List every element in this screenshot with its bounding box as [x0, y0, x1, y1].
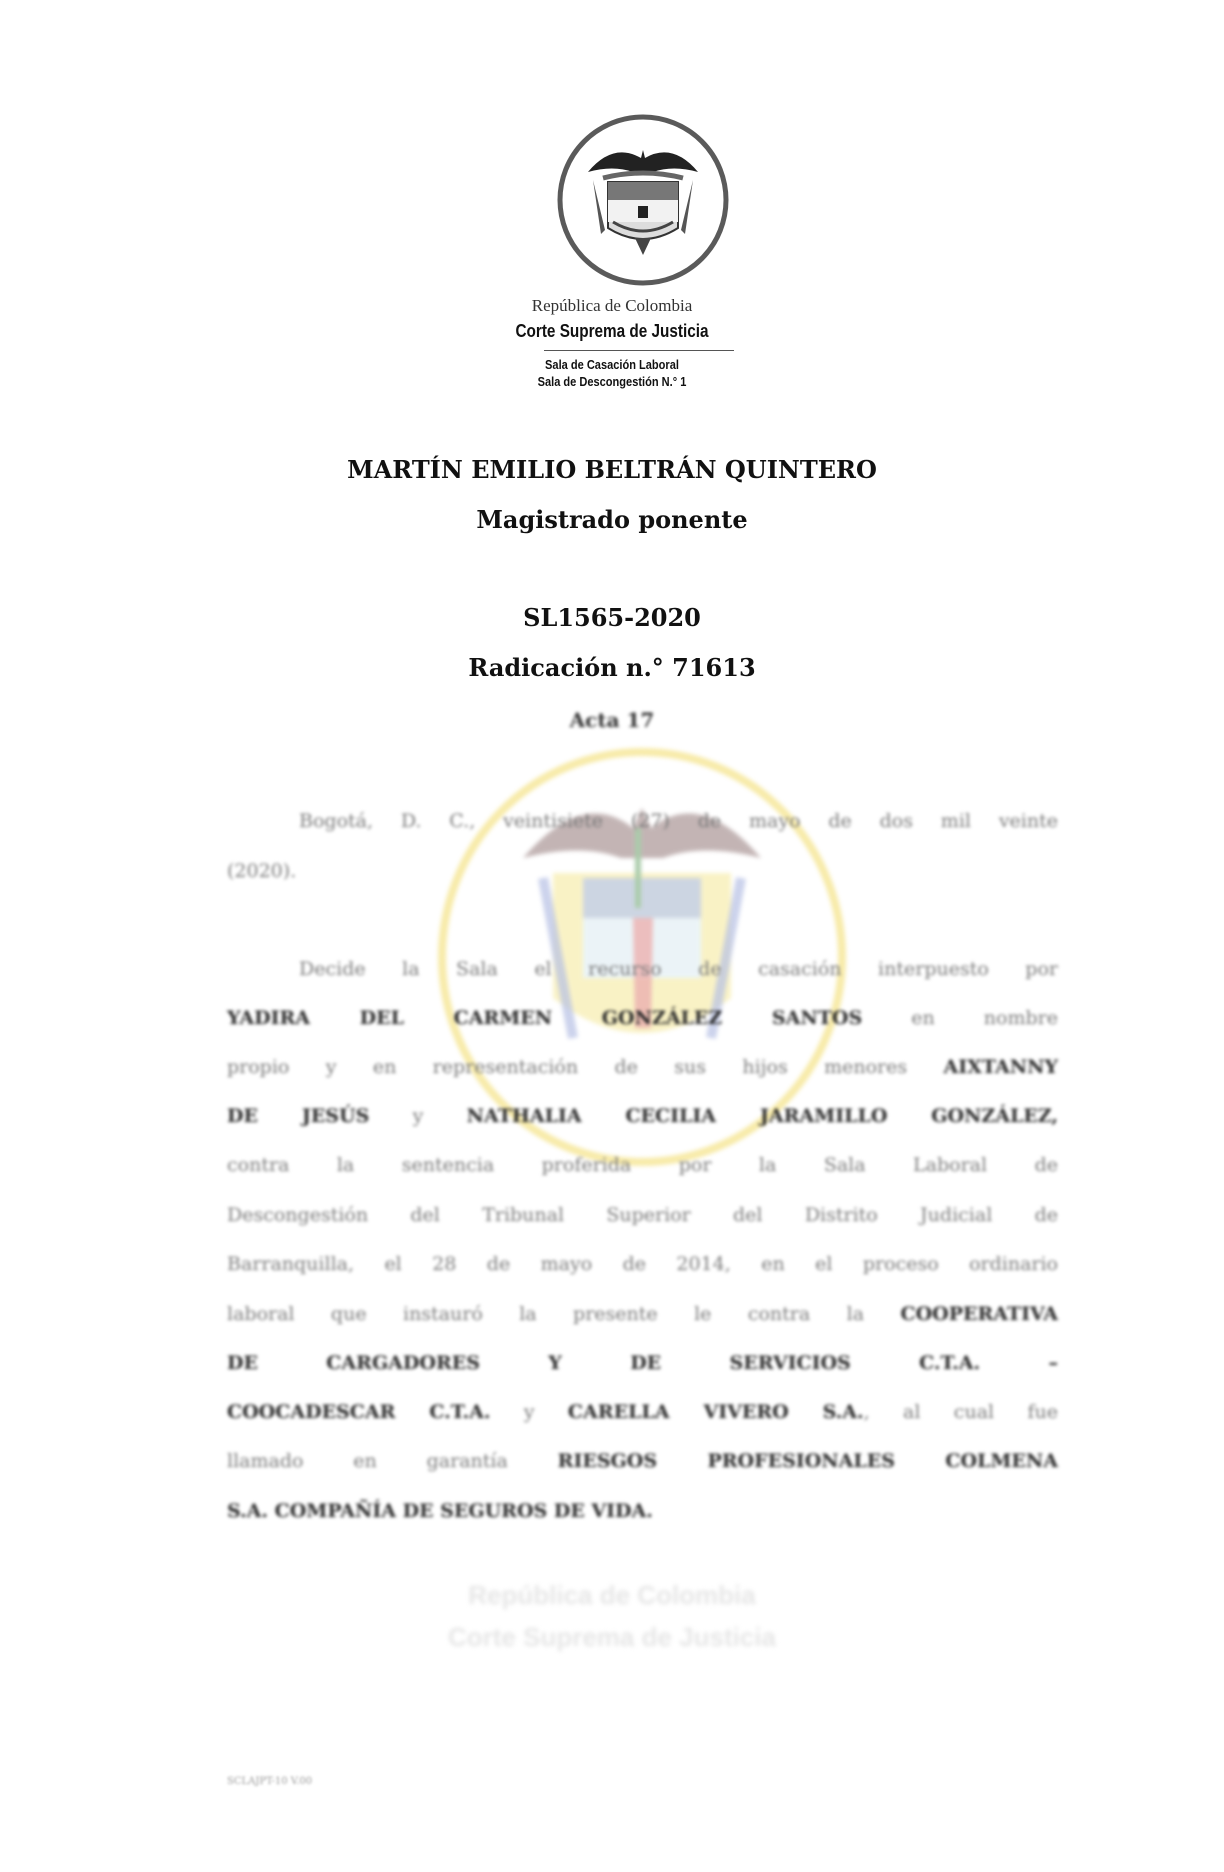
guarantor-name: RIESGOS PROFESIONALES COLMENA: [557, 1450, 1059, 1472]
defendant-name: COOPERATIVA: [900, 1303, 1058, 1325]
minor-name: NATHALIA CECILIA JARAMILLO GONZÁLEZ,: [466, 1105, 1058, 1127]
body-line: Descongestión del Tribunal Superior del Distrito Judicial de: [227, 1204, 1058, 1226]
body-line: contra la sentencia proferida por la Sala Laboral de: [227, 1154, 1058, 1176]
body-text: y: [369, 1105, 467, 1127]
body-line: Barranquilla, el 28 de mayo de 2014, en el proceso ordinario: [227, 1253, 1058, 1275]
body-text: y: [490, 1401, 568, 1423]
court-name: Corte Suprema de Justicia: [515, 321, 709, 341]
body-text: llamado en garantía: [227, 1450, 558, 1472]
body-line: [227, 1496, 1058, 1526]
header-divider: [544, 350, 734, 351]
minor-name: DE JESÚS: [227, 1105, 370, 1127]
plaintiff-name: YADIRA DEL CARMEN GONZÁLEZ SANTOS: [227, 1007, 863, 1029]
body-line: [227, 1348, 1058, 1378]
coat-of-arms-seal: [553, 110, 733, 290]
radication-number: Radicación n.° 71613: [468, 653, 756, 682]
body-line: [227, 1003, 1058, 1033]
chamber-label: Sala de Casación Laboral: [545, 357, 679, 372]
body-text: , al cual fue: [863, 1401, 1058, 1423]
magistrate-name: MARTÍN EMILIO BELTRÁN QUINTERO: [347, 455, 877, 484]
date-line-year: (2020).: [227, 860, 297, 882]
body-line: Decide la Sala el recurso de casación interpuesto por: [299, 958, 1058, 980]
republic-label: República de Colombia: [531, 296, 693, 315]
body-line: [227, 1446, 1058, 1476]
guarantor-name: S.A. COMPAÑÍA DE SEGUROS DE VIDA.: [227, 1500, 653, 1522]
subchamber-label: Sala de Descongestión N.° 1: [537, 374, 687, 389]
magistrate-role: Magistrado ponente: [476, 505, 748, 534]
body-text: en nombre: [862, 1007, 1058, 1029]
body-line: [227, 1397, 1058, 1427]
body-line: [227, 1299, 1058, 1329]
defendant-name: CARELLA VIVERO S.A.: [567, 1401, 864, 1423]
footer-code: SCLAJPT-10 V.00: [227, 1776, 313, 1787]
body-line: [227, 1052, 1058, 1082]
body-text: laboral que instauró la presente le contra la: [227, 1303, 901, 1325]
ruling-number: SL1565-2020: [523, 603, 701, 632]
defendant-name: DE CARGADORES Y DE SERVICIOS C.T.A. –: [227, 1352, 1058, 1374]
watermark-republic: República de Colombia: [468, 1580, 756, 1610]
date-line: Bogotá, D. C., veintisiete (27) de mayo de dos mil veinte: [299, 810, 1058, 832]
minor-name: AIXTANNY: [943, 1056, 1058, 1078]
watermark-court: Corte Suprema de Justicia: [448, 1622, 776, 1652]
acta-number: Acta 17: [569, 708, 655, 732]
body-text: propio y en representación de sus hijos menores: [227, 1056, 944, 1078]
body-line: [227, 1101, 1058, 1131]
defendant-name: COOCADESCAR C.T.A.: [227, 1401, 491, 1423]
